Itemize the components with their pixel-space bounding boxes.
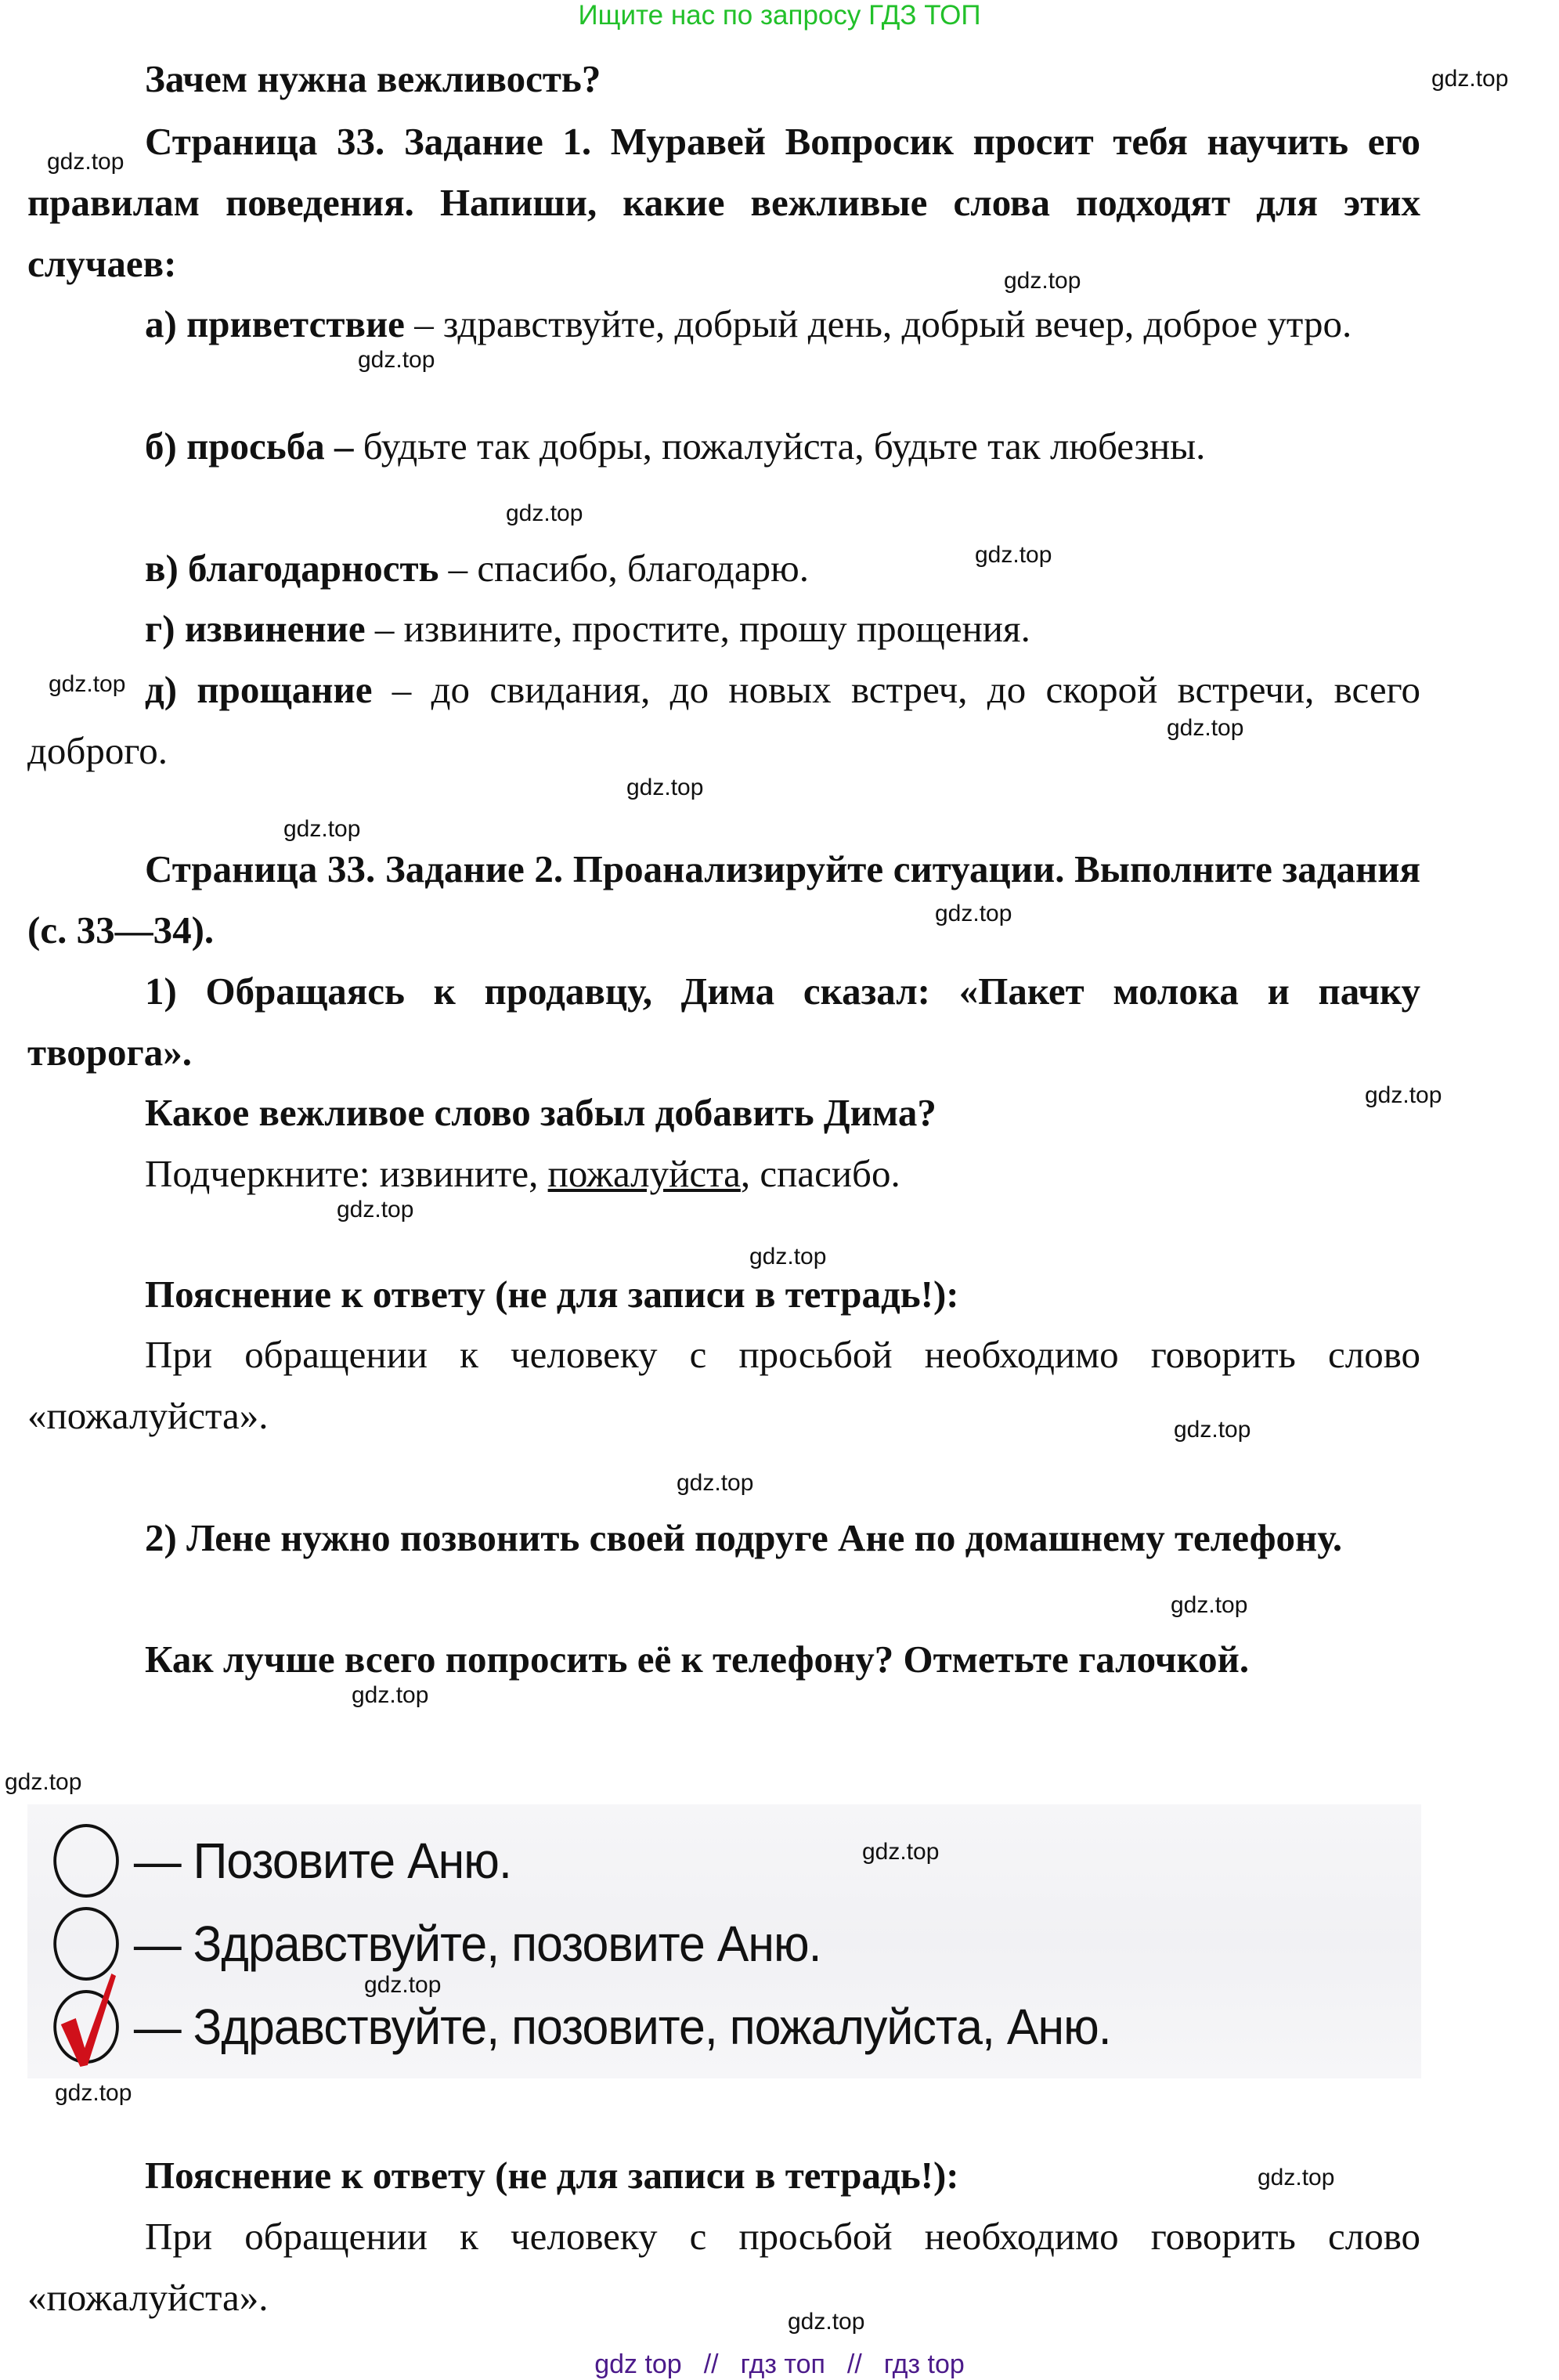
q1-question: Какое вежливое слово забыл добавить Дима? bbox=[145, 1091, 936, 1134]
q2-text: 2) Лене нужно позвонить своей подруге Ане по домашнему телефону. bbox=[145, 1516, 1343, 1559]
answer-underlined: пожалуйста bbox=[547, 1152, 741, 1195]
watermark: gdz.top bbox=[364, 1972, 442, 1998]
item-text: – здравствуйте, добрый день, добрый вечер, доброе утро. bbox=[404, 302, 1352, 345]
option-3 bbox=[27, 1998, 1111, 2056]
watermark: gdz.top bbox=[49, 671, 126, 697]
empty-circle-icon bbox=[53, 1824, 119, 1898]
watermark: gdz.top bbox=[1171, 1592, 1248, 1618]
option-1 bbox=[27, 1832, 511, 1890]
watermark: gdz.top bbox=[352, 1682, 429, 1708]
watermark: gdz.top bbox=[506, 500, 583, 526]
answer-suffix: , спасибо. bbox=[740, 1152, 900, 1195]
watermark: gdz.top bbox=[283, 816, 361, 842]
footer-link[interactable]: гдз top bbox=[883, 2349, 965, 2379]
page-title: Зачем нужна вежливость? bbox=[145, 57, 601, 100]
q2-explain-heading: Пояснение к ответу (не для записи в тетрадь!): bbox=[145, 2154, 959, 2197]
q2-question: Как лучше всего попросить её к телефону? Отметьте галочкой. bbox=[145, 1638, 1250, 1681]
item-label: б) просьба – bbox=[145, 424, 354, 468]
task1-item bbox=[27, 294, 1420, 355]
item-text: – до свидания, до новых встреч, до скорой встречи, всего доброго. bbox=[27, 668, 1420, 772]
watermark: gdz.top bbox=[1431, 66, 1509, 92]
search-banner: Ищите нас по запросу ГДЗ ТОП bbox=[578, 0, 981, 31]
watermark: gdz.top bbox=[626, 775, 704, 800]
item-text: будьте так добры, пожалуйста, будьте так любезны. bbox=[353, 424, 1206, 468]
item-label: в) благодарность bbox=[145, 547, 439, 590]
q2-explain-text: При обращении к человеку с просьбой необходимо говорить слово «пожалуйста». bbox=[27, 2215, 1420, 2319]
watermark: gdz.top bbox=[1258, 2165, 1335, 2190]
item-text: – спасибо, благодарю. bbox=[438, 547, 809, 590]
task1-item bbox=[27, 538, 1420, 599]
task1-item bbox=[27, 598, 1420, 659]
answer-prefix: Подчеркните: извините, bbox=[145, 1152, 548, 1195]
separator: // bbox=[846, 2349, 862, 2379]
separator: // bbox=[703, 2349, 719, 2379]
footer-link[interactable]: gdz top bbox=[594, 2349, 682, 2379]
watermark: gdz.top bbox=[358, 347, 435, 373]
option-text: — Позовите Аню. bbox=[133, 1833, 511, 1889]
task2-heading: Страница 33. Задание 2. Проанализируйте ситуации. Выполните задания (с. 33—34). bbox=[27, 847, 1420, 952]
q1-explain-heading: Пояснение к ответу (не для записи в тетрадь!): bbox=[145, 1273, 959, 1316]
watermark: gdz.top bbox=[788, 2309, 865, 2335]
watermark: gdz.top bbox=[337, 1197, 414, 1223]
option-text: — Здравствуйте, позовите Аню. bbox=[133, 1916, 821, 1972]
q1-answer bbox=[27, 1143, 1420, 1204]
watermark: gdz.top bbox=[862, 1839, 940, 1865]
watermark: gdz.top bbox=[5, 1769, 82, 1795]
watermark: gdz.top bbox=[1174, 1417, 1251, 1443]
watermark: gdz.top bbox=[1167, 715, 1244, 741]
watermark: gdz.top bbox=[1365, 1082, 1442, 1108]
item-label: а) приветствие bbox=[145, 302, 405, 345]
footer-links bbox=[0, 2349, 1559, 2380]
option-2 bbox=[27, 1915, 821, 1973]
watermark: gdz.top bbox=[55, 2080, 132, 2106]
watermark: gdz.top bbox=[935, 901, 1012, 926]
item-text: – извините, простите, прошу прощения. bbox=[365, 607, 1030, 650]
option-text: — Здравствуйте, позовите, пожалуйста, Аню. bbox=[133, 1999, 1111, 2055]
watermark: gdz.top bbox=[749, 1244, 827, 1269]
watermark: gdz.top bbox=[1004, 268, 1081, 294]
q1-explain-text: При обращении к человеку с просьбой необходимо говорить слово «пожалуйста». bbox=[27, 1333, 1420, 1437]
checked-circle-icon bbox=[53, 1990, 119, 2064]
item-label: г) извинение bbox=[145, 607, 366, 650]
footer-link[interactable]: гдз топ bbox=[740, 2349, 825, 2379]
watermark: gdz.top bbox=[677, 1470, 754, 1496]
task1-heading: Страница 33. Задание 1. Муравей Вопросик просит тебя научить его правилам поведения. Напиши, какие вежливые слова подходят для этих случаев: bbox=[27, 120, 1420, 285]
item-label: д) прощание bbox=[145, 668, 373, 711]
watermark: gdz.top bbox=[975, 542, 1052, 568]
task1-item bbox=[27, 416, 1420, 477]
watermark: gdz.top bbox=[47, 149, 125, 175]
q1-text: 1) Обращаясь к продавцу, Дима сказал: «Пакет молока и пачку творога». bbox=[27, 970, 1420, 1074]
red-checkmark-icon bbox=[53, 1970, 128, 2071]
